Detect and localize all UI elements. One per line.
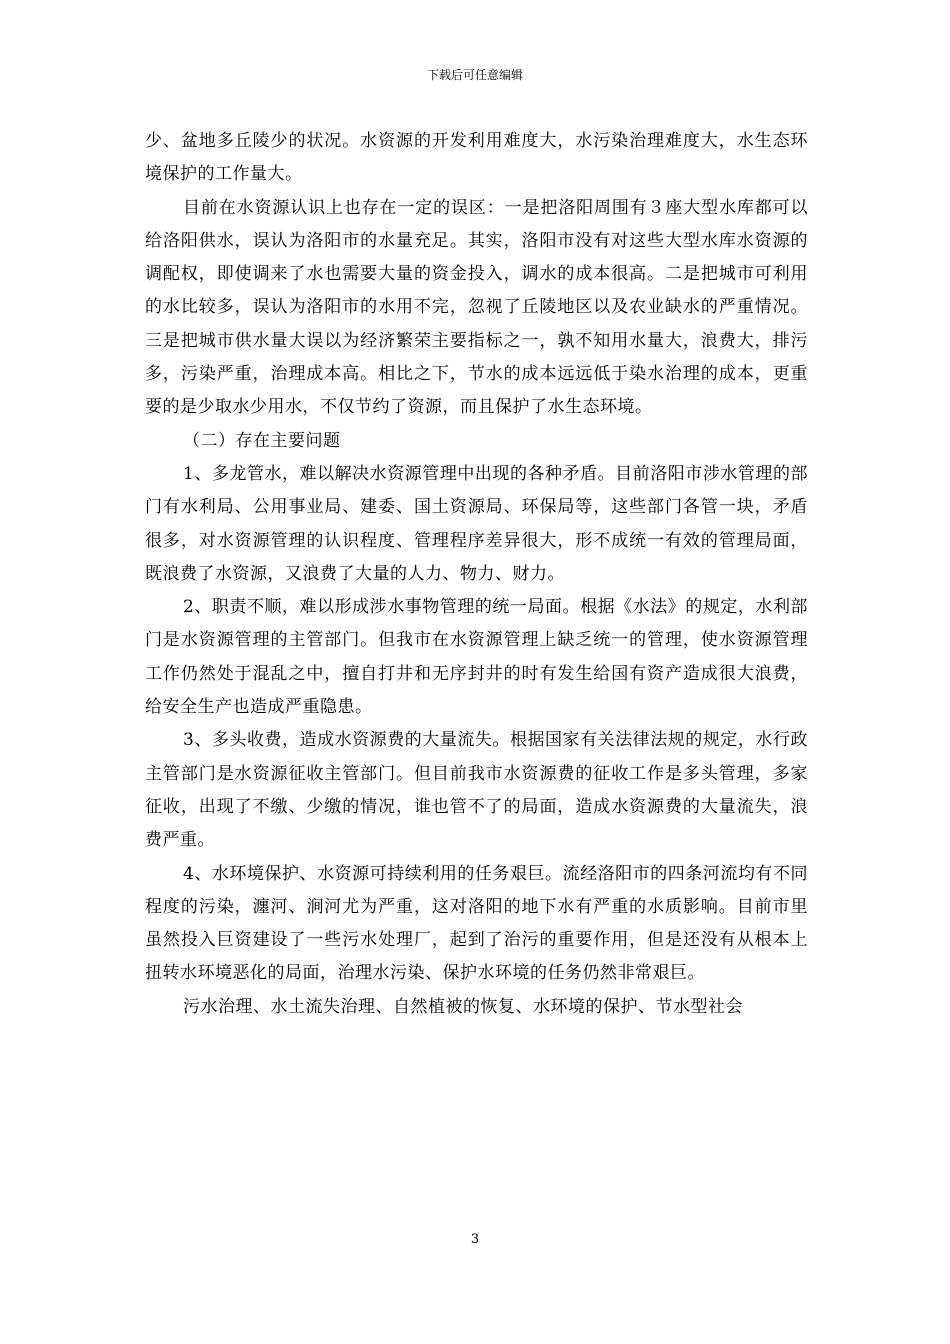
paragraph: 污水治理、水土流失治理、自然植被的恢复、水环境的保护、节水型社会 [183,996,743,1017]
paragraph: 少、盆地多丘陵少的状况。水资源的开发利用难度大，水污染治理难度大，水生态环境保护的工作量大。 [145,131,808,185]
page-number: 3 [470,1232,480,1247]
paragraph: 3、多头收费，造成水资源费的大量流失。根据国家有关法律法规的规定，水行政主管部门是水资源征收主管部门。但目前我市水资源费的征收工作是多头管理，多家征收，出现了不缴、少缴的情况，谁也管不了的局面，造成水资源费的大量流失，浪费严重。 [145,730,808,851]
document-body [145,125,808,1024]
paragraph: 2、职责不顺，难以形成涉水事物管理的统一局面。根据《水法》的规定，水利部门是水资源管理的主管部门。但我市在水资源管理上缺乏统一的管理，使水资源管理工作仍然处于混乱之中，擅自打井和无序封井的时有发生给国有资产造成很大浪费，给安全生产也造成严重隐患。 [145,597,808,718]
page-header: 下载后可任意编辑 [426,68,523,82]
paragraph: 目前在水资源认识上也存在一定的误区：一是把洛阳周围有３座大型水库都可以给洛阳供水，误认为洛阳市的水量充足。其实，洛阳市没有对这些大型水库水资源的调配权，即使调来了水也需要大量的资金投入，调水的成本很高。二是把城市可利用的水比较多，误认为洛阳市的水用不完，忽视了丘陵地区以及农业缺水的严重情况。三是把城市供水量大误以为经济繁荣主要指标之一，孰不知用水量大，浪费大，排污多，污染严重，治理成本高。相比之下，节水的成本远远低于染水治理的成本，更重要的是少取水少用水，不仅节约了资源，而且保护了水生态环境。 [145,197,808,418]
paragraph: 4、水环境保护、水资源可持续利用的任务艰巨。流经洛阳市的四条河流均有不同程度的污染，瀍河、涧河尤为严重，这对洛阳的地下水有严重的水质影响。目前市里虽然投入巨资建设了一些污水处理厂，起到了治污的重要作用，但是还没有从根本上扭转水环境恶化的局面，治理水污染、保护水环境的任务仍然非常艰巨。 [145,863,808,984]
section-heading: （二）存在主要问题 [183,430,341,451]
paragraph: 1、多龙管水，难以解决水资源管理中出现的各种矛盾。目前洛阳市涉水管理的部门有水利局、公用事业局、建委、国土资源局、环保局等，这些部门各管一块，矛盾很多，对水资源管理的认识程度、管理程序差异很大，形不成统一有效的管理局面，既浪费了水资源，又浪费了大量的人力、物力、财力。 [145,463,808,584]
